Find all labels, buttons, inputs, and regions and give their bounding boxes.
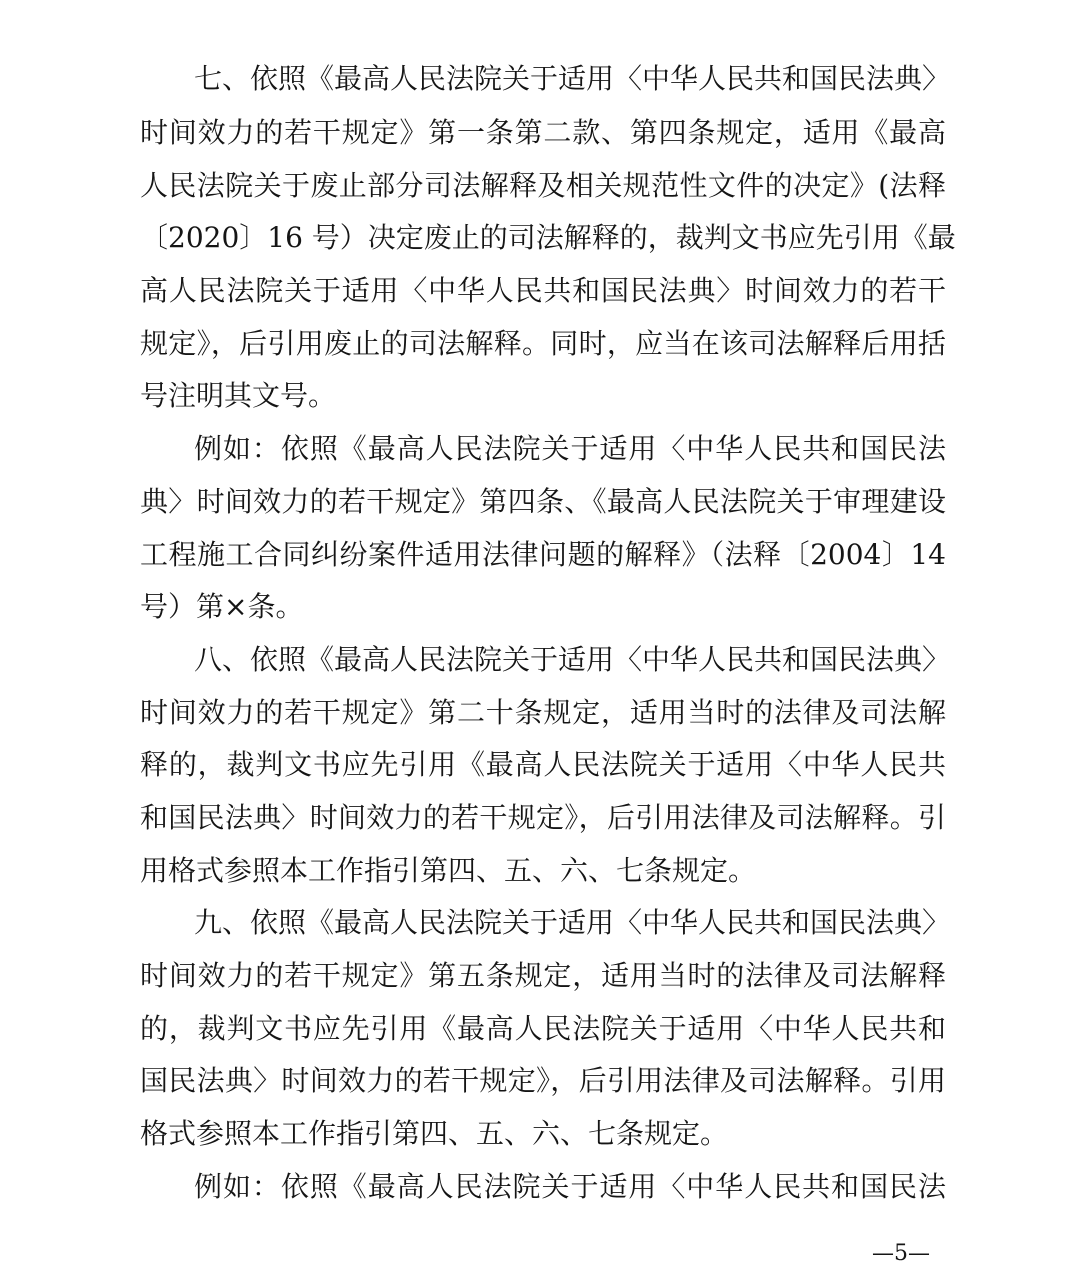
paragraph-7-line-1: 七、依照《最高人民法院关于适用〈中华人民共和国民法典〉 [194,62,951,95]
paragraph-7-line-4: 〔2020〕16 号）决定废止的司法解释的，裁判文书应先引用《最 [140,221,956,254]
paragraph-7-line-6: 规定》，后引用废止的司法解释。同时，应当在该司法解释后用括 [140,327,946,360]
paragraph-8-line-3: 释的，裁判文书应先引用《最高人民法院关于适用〈中华人民共 [140,748,946,781]
paragraph-8-line-2: 时间效力的若干规定》第二十条规定，适用当时的法律及司法解 [140,696,946,729]
paragraph-9-line-3: 的，裁判文书应先引用《最高人民法院关于适用〈中华人民共和 [140,1012,946,1045]
paragraph-8-line-5: 用格式参照本工作指引第四、五、六、七条规定。 [140,854,757,887]
paragraph-9-line-5: 格式参照本工作指引第四、五、六、七条规定。 [140,1117,729,1150]
paragraph-7-line-7: 号注明其文号。 [140,379,337,412]
paragraph-8-line-1: 八、依照《最高人民法院关于适用〈中华人民共和国民法典〉 [194,643,951,676]
paragraph-9-line-2: 时间效力的若干规定》第五条规定，适用当时的法律及司法解释 [140,959,946,992]
example-1-line-4: 号）第×条。 [140,590,304,623]
paragraph-7-line-2: 时间效力的若干规定》第一条第二款、第四条规定，适用《最高 [140,116,946,149]
paragraph-7-line-3: 人民法院关于废止部分司法解释及相关规范性文件的决定》(法释 [140,169,946,202]
paragraph-9-line-1: 九、依照《最高人民法院关于适用〈中华人民共和国民法典〉 [194,906,951,939]
example-2-line-1: 例如：依照《最高人民法院关于适用〈中华人民共和国民法 [194,1170,946,1203]
example-1-line-3: 工程施工合同纠纷案件适用法律问题的解释》（法释〔2004〕14 [140,538,946,571]
paragraph-7-line-5: 高人民法院关于适用〈中华人民共和国民法典〉时间效力的若干 [140,274,946,307]
example-1-line-2: 典〉时间效力的若干规定》第四条、《最高人民法院关于审理建设 [140,485,946,518]
example-1-line-1: 例如：依照《最高人民法院关于适用〈中华人民共和国民法 [194,432,946,465]
paragraph-9-line-4: 国民法典〉时间效力的若干规定》，后引用法律及司法解释。引用 [140,1064,946,1097]
page-number: —5— [872,1241,930,1266]
paragraph-8-line-4: 和国民法典〉时间效力的若干规定》，后引用法律及司法解释。引 [140,801,946,834]
